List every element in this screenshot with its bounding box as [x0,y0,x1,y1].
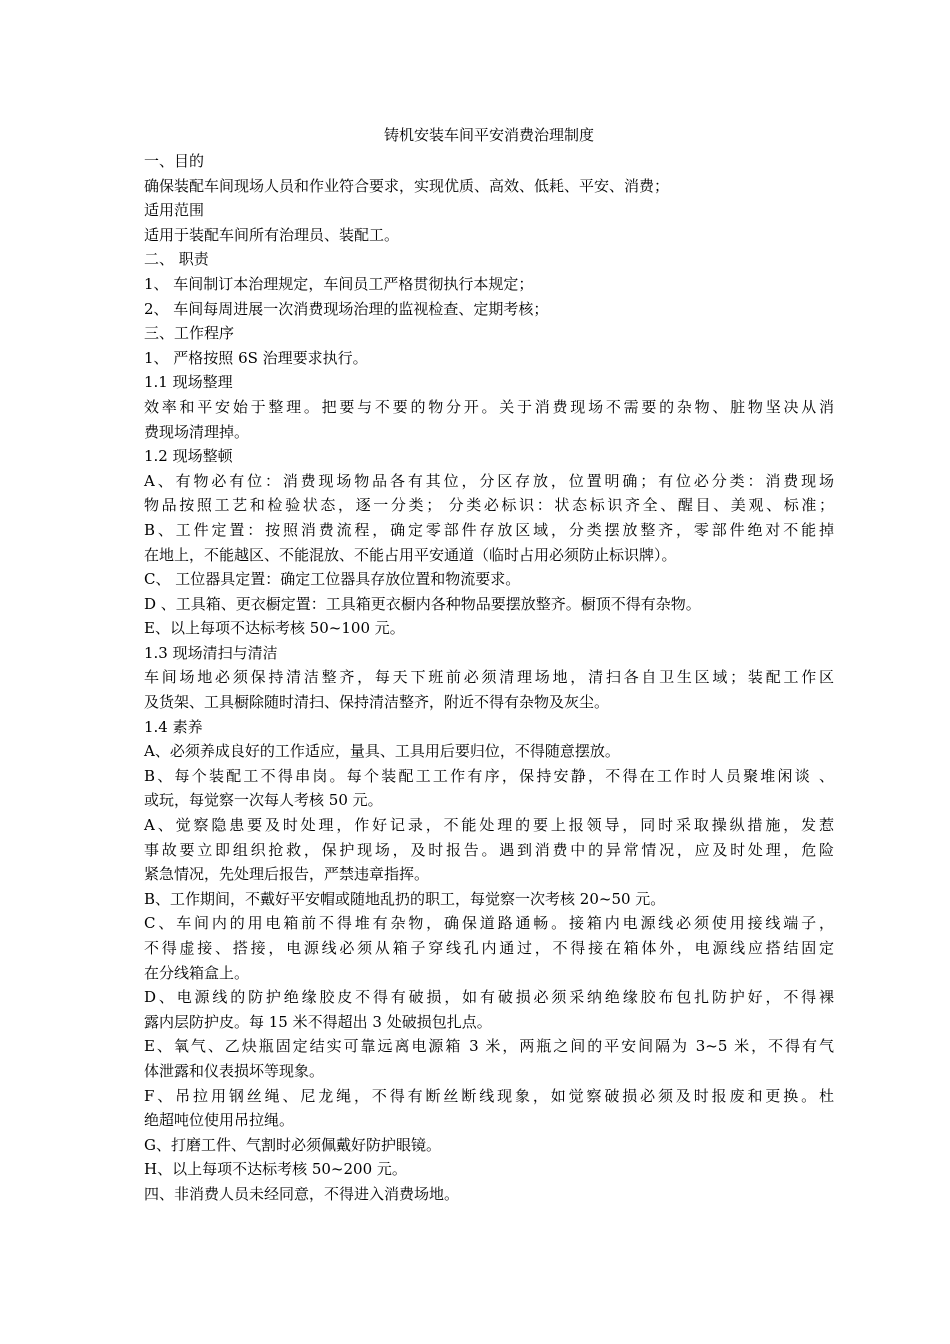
text-line: B、工件定置：按照消费流程，确定零部件存放区域，分类摆放整齐，零部件绝对不能掉 [144,520,834,539]
text-line: 不得虚接、搭接，电源线必须从箱子穿线孔内通过，不得接在箱体外，电源线应搭结固定 [144,939,834,957]
text-line: B、每个装配工不得串岗。每个装配工工作有序，保持安静，不得在工作时人员聚堆闲谈 、 [144,766,834,785]
text-line: 适用于装配车间所有治理员、装配工。 [144,225,400,244]
text-line: 或玩，每觉察一次每人考核 50 元。 [144,791,383,810]
text-line: 体泄露和仪表损坏等现象。 [144,1061,325,1080]
text-line: C、车间内的用电箱前不得堆有杂物，确保道路通畅。接箱内电源线必须使用接线端子， [144,914,834,933]
text-line: D、电源线的防护绝缘胶皮不得有破损，如有破损必须采纳绝缘胶布包扎防护好，不得裸 [144,988,834,1007]
text-line: 事故要立即组织抢救，保护现场，及时报告。遇到消费中的异常情况，应及时处理，危险 [144,840,834,859]
text-line: 二、 职责 [144,250,209,269]
text-line: 在地上，不能越区、不能混放、不能占用平安通道（临时占用必须防止标识牌）。 [144,545,677,564]
text-line: 1.1 现场整理 [144,373,233,392]
text-line: 费现场清理掉。 [144,422,250,441]
text-line: 效率和平安始于整理。把要与不要的物分开。关于消费现场不需要的杂物、脏物坚决从消 [144,397,834,416]
document-body [144,149,834,1207]
text-line: 1.3 现场清扫与清洁 [144,643,278,662]
text-line: 一、目的 [144,152,205,170]
text-line: 紧急情况，先处理后报告，严禁违章指挥。 [144,865,430,884]
text-line: E、以上每项不达标考核 50~100 元。 [144,619,405,638]
text-line: 确保装配车间现场人员和作业符合要求，实现优质、高效、低耗、平安、消费； [144,176,670,195]
text-line: 1.2 现场整顿 [144,447,233,466]
text-line: F、吊拉用钢丝绳、尼龙绳，不得有断丝断线现象，如觉察破损必须及时报废和更换。杜 [144,1086,834,1105]
text-line: B、工作期间，不戴好平安帽或随地乱扔的职工，每觉察一次考核 20~50 元。 [144,889,666,908]
text-line: 车间场地必须保持清洁整齐，每天下班前必须清理场地，清扫各自卫生区域；装配工作区 [144,668,834,687]
text-line: G、打磨工件、气割时必须佩戴好防护眼镜。 [144,1135,441,1154]
text-line: E、氧气、乙炔瓶固定结实可靠远离电源箱 3 米，两瓶之间的平安间隔为 3~5 米，不得有气 [144,1037,834,1056]
text-line: A、必须养成良好的工作适应，量具、工具用后要归位，不得随意摆放。 [144,742,620,761]
text-line: 及货架、工具橱除随时清扫、保持清洁整齐，附近不得有杂物及灰尘。 [144,693,610,712]
text-line: 在分线箱盒上。 [144,963,250,982]
text-line: C、 工位器具定置：确定工位器具存放位置和物流要求。 [144,570,521,589]
document-page [144,123,834,1207]
text-line: 1.4 素养 [144,717,203,736]
text-line: 物品按照工艺和检验状态，逐一分类； 分类必标识：状态标识齐全、醒目、美观、标准； [144,496,834,515]
text-line: A、有物必有位：消费现场物品各有其位，分区存放，位置明确；有位必分类：消费现场 [144,471,834,490]
text-line: 三、工作程序 [144,324,235,343]
text-line: A、觉察隐患要及时处理，作好记录，不能处理的要上报领导，同时采取操纵措施，发惹 [144,816,834,835]
text-line: H、以上每项不达标考核 50~200 元。 [144,1160,407,1179]
text-line: D 、工具箱、更衣橱定置：工具箱更衣橱内各种物品要摆放整齐。橱顶不得有杂物。 [144,594,701,613]
document-title: 铸机安装车间平安消费治理制度 [383,126,594,144]
text-line: 2、 车间每周进展一次消费现场治理的监视检查、定期考核； [144,299,549,318]
text-line: 四、非消费人员未经同意，不得进入消费场地。 [144,1184,460,1203]
text-line: 适用范围 [144,201,205,220]
text-line: 绝超吨位使用吊拉绳。 [144,1111,295,1130]
text-line: 1、 车间制订本治理规定，车间员工严格贯彻执行本规定； [144,274,534,293]
text-line: 1、 严格按照 6S 治理要求执行。 [144,348,368,367]
text-line: 露内层防护皮。每 15 米不得超出 3 处破损包扎点。 [144,1012,492,1031]
